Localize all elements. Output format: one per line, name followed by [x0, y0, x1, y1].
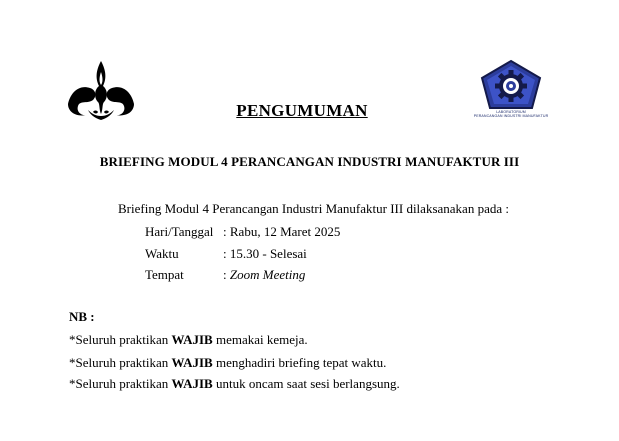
- detail-row-date: [145, 224, 340, 240]
- detail-label: Tempat: [145, 267, 184, 282]
- detail-label: Hari/Tanggal: [145, 224, 214, 239]
- note-item: [69, 376, 400, 392]
- detail-value: Zoom Meeting: [229, 267, 306, 282]
- detail-separator: :: [223, 224, 230, 239]
- intro-text: Briefing Modul 4 Perancangan Industri Manufaktur III dilaksanakan pada :: [118, 201, 509, 216]
- note-prefix: *Seluruh praktikan: [69, 355, 172, 370]
- note-item: [69, 332, 308, 348]
- note-item: [69, 355, 386, 371]
- note-emphasis: WAJIB: [171, 332, 213, 347]
- note-suffix: memakai kemeja.: [212, 332, 308, 347]
- detail-separator: :: [223, 246, 230, 261]
- note-suffix: untuk oncam saat sesi berlangsung.: [212, 376, 400, 391]
- detail-separator: :: [223, 267, 230, 282]
- logo-caption-line2: PERANCANGAN INDUSTRI MANUFAKTUR: [473, 114, 549, 119]
- note-suffix: menghadiri briefing tepat waktu.: [212, 355, 387, 370]
- detail-row-place: [145, 267, 305, 283]
- note-emphasis: WAJIB: [171, 376, 213, 391]
- detail-value: 15.30 - Selesai: [229, 246, 307, 261]
- announcement-subtitle: BRIEFING MODUL 4 PERANCANGAN INDUSTRI MANUFAKTUR III: [99, 154, 520, 169]
- logo-caption-line1: LABORATORIUM: [496, 110, 526, 114]
- nb-heading: NB :: [69, 309, 95, 324]
- detail-value: Rabu, 12 Maret 2025: [229, 224, 341, 239]
- page-title: PENGUMUMAN: [236, 101, 368, 120]
- note-prefix: *Seluruh praktikan: [69, 376, 172, 391]
- note-prefix: *Seluruh praktikan: [69, 332, 172, 347]
- detail-label: Waktu: [145, 246, 179, 261]
- note-emphasis: WAJIB: [171, 355, 213, 370]
- detail-row-time: [145, 246, 307, 262]
